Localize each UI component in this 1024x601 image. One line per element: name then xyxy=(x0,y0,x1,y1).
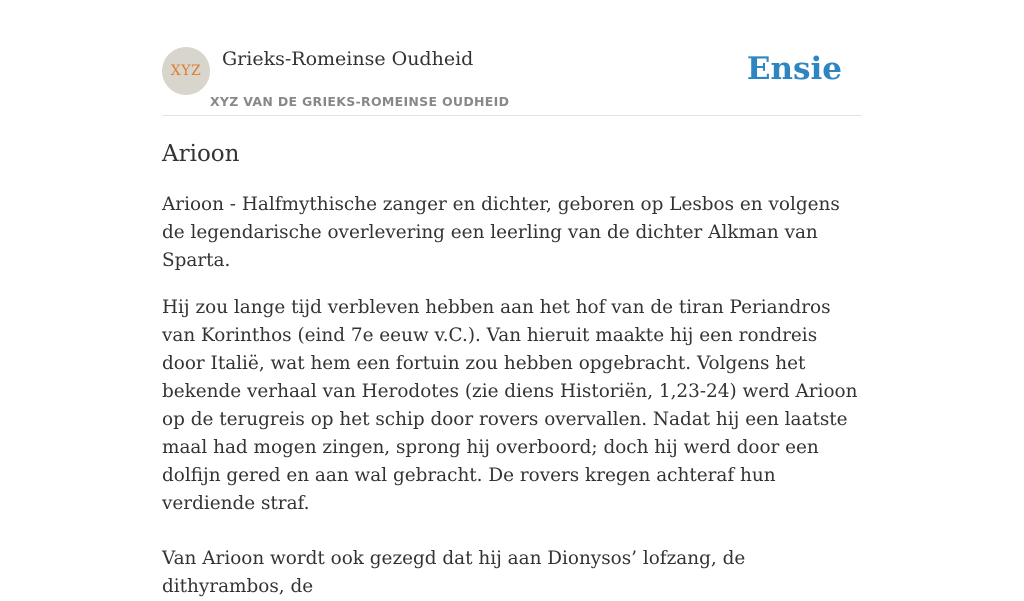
source-subtitle[interactable]: XYZ VAN DE GRIEKS-ROMEINSE OUDHEID xyxy=(210,94,510,109)
article-title: Arioon xyxy=(162,141,240,167)
source-title[interactable]: Grieks-Romeinse Oudheid xyxy=(222,48,474,70)
brand-logo[interactable]: Ensie xyxy=(746,51,842,87)
article-page xyxy=(162,0,862,601)
article-paragraph: Van Arioon wordt ook gezegd dat hij aan Dionysos’ lofzang, de dithyrambos, de xyxy=(162,548,746,597)
article-paragraph: Arioon - Halfmythische zanger en dichter, geboren op Lesbos en volgens de legendarische overlevering een leerling van de dichter Alkman van Sparta. xyxy=(162,194,840,271)
article-header xyxy=(162,47,862,116)
article-paragraph: Hij zou lange tijd verbleven hebben aan het hof van de tiran Periandros van Korinthos (eind 7e eeuw v.C.). Van hieruit maakte hij een rondreis door Italië, wat hem een fortuin zou hebben opgebracht. Volgens het bekende verhaal van Herodotes (zie diens Historiën, 1,23-24) werd Arioon op de terugreis op het schip door rovers overvallen. Nadat hij een laatste maal had mogen zingen, sprong hij overboord; doch hij werd door een dolfijn gered en aan wal gebracht. De rovers kregen achteraf hun verdiende straf. xyxy=(162,297,858,514)
source-avatar[interactable]: XYZ xyxy=(162,47,210,95)
